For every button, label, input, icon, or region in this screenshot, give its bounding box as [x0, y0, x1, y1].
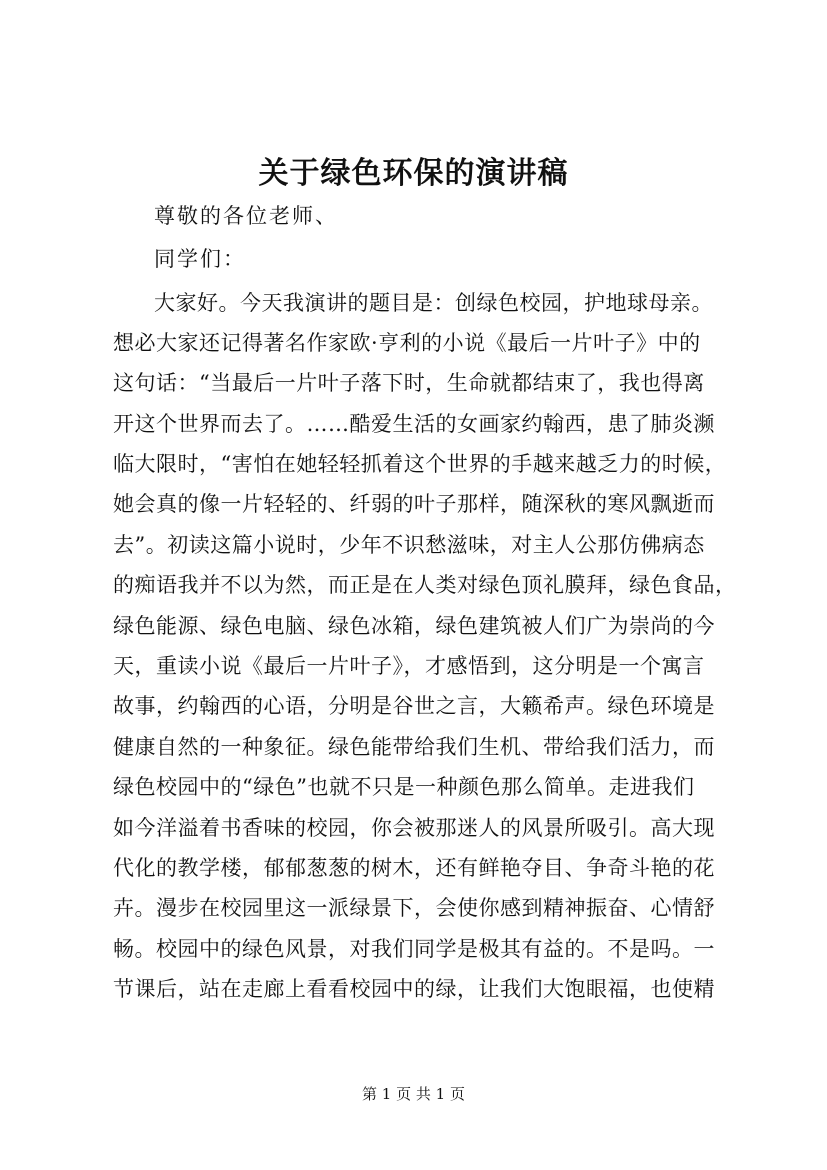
- paragraph-line: 代化的教学楼，郁郁葱葱的树木，还有鲜艳夺目、争奇斗艳的花: [113, 856, 715, 880]
- paragraph-line: 她会真的像一片轻轻的、纤弱的叶子那样，随深秋的寒风飘逝而: [113, 492, 715, 516]
- page-number-footer: 第 1 页 共 1 页: [362, 1085, 465, 1103]
- salutation-line: 尊敬的各位老师、: [154, 204, 338, 228]
- paragraph-line: 故事，约翰西的心语，分明是谷世之言，大籁希声。绿色环境是: [113, 694, 715, 718]
- paragraph-line: 的痴语我并不以为然，而正是在人类对绿色顶礼膜拜，绿色食品，: [113, 573, 737, 597]
- paragraph-line: 大家好。今天我演讲的题目是：创绿色校园，护地球母亲。: [154, 291, 713, 315]
- paragraph-line: 畅。校园中的绿色风景，对我们同学是极其有益的。不是吗。一: [113, 937, 715, 961]
- salutation-line: 同学们：: [154, 247, 246, 271]
- paragraph-line: 去”。初读这篇小说时，少年不识愁滋味，对主人公那仿佛病态: [113, 533, 705, 557]
- paragraph-line: 天，重读小说《最后一片叶子》，才感悟到，这分明是一个寓言: [113, 654, 705, 678]
- paragraph-line: 节课后，站在走廊上看看校园中的绿，让我们大饱眼福，也使精: [113, 977, 715, 1001]
- paragraph-line: 开这个世界而去了。……酷爱生活的女画家约翰西，患了肺炎濒: [113, 412, 715, 436]
- paragraph-line: 绿色能源、绿色电脑、绿色冰箱，绿色建筑被人们广为崇尚的今: [113, 614, 715, 638]
- paragraph-line: 绿色校园中的“绿色”也就不只是一种颜色那么简单。走进我们: [113, 775, 695, 799]
- paragraph-line: 这句话：“当最后一片叶子落下时，生命就都结束了，我也得离: [113, 371, 705, 395]
- paragraph-line: 健康自然的一种象征。绿色能带给我们生机、带给我们活力，而: [113, 735, 715, 759]
- paragraph-line: 临大限时，“害怕在她轻轻抓着这个世界的手越来越乏力的时候，: [113, 452, 727, 476]
- paragraph-line: 想必大家还记得著名作家欧·亨利的小说《最后一片叶子》中的: [113, 331, 701, 355]
- document-title: 关于绿色环保的演讲稿: [258, 156, 569, 191]
- paragraph-line: 卉。漫步在校园里这一派绿景下，会使你感到精神振奋、心情舒: [113, 896, 715, 920]
- paragraph-line: 如今洋溢着书香味的校园，你会被那迷人的风景所吸引。高大现: [113, 816, 715, 840]
